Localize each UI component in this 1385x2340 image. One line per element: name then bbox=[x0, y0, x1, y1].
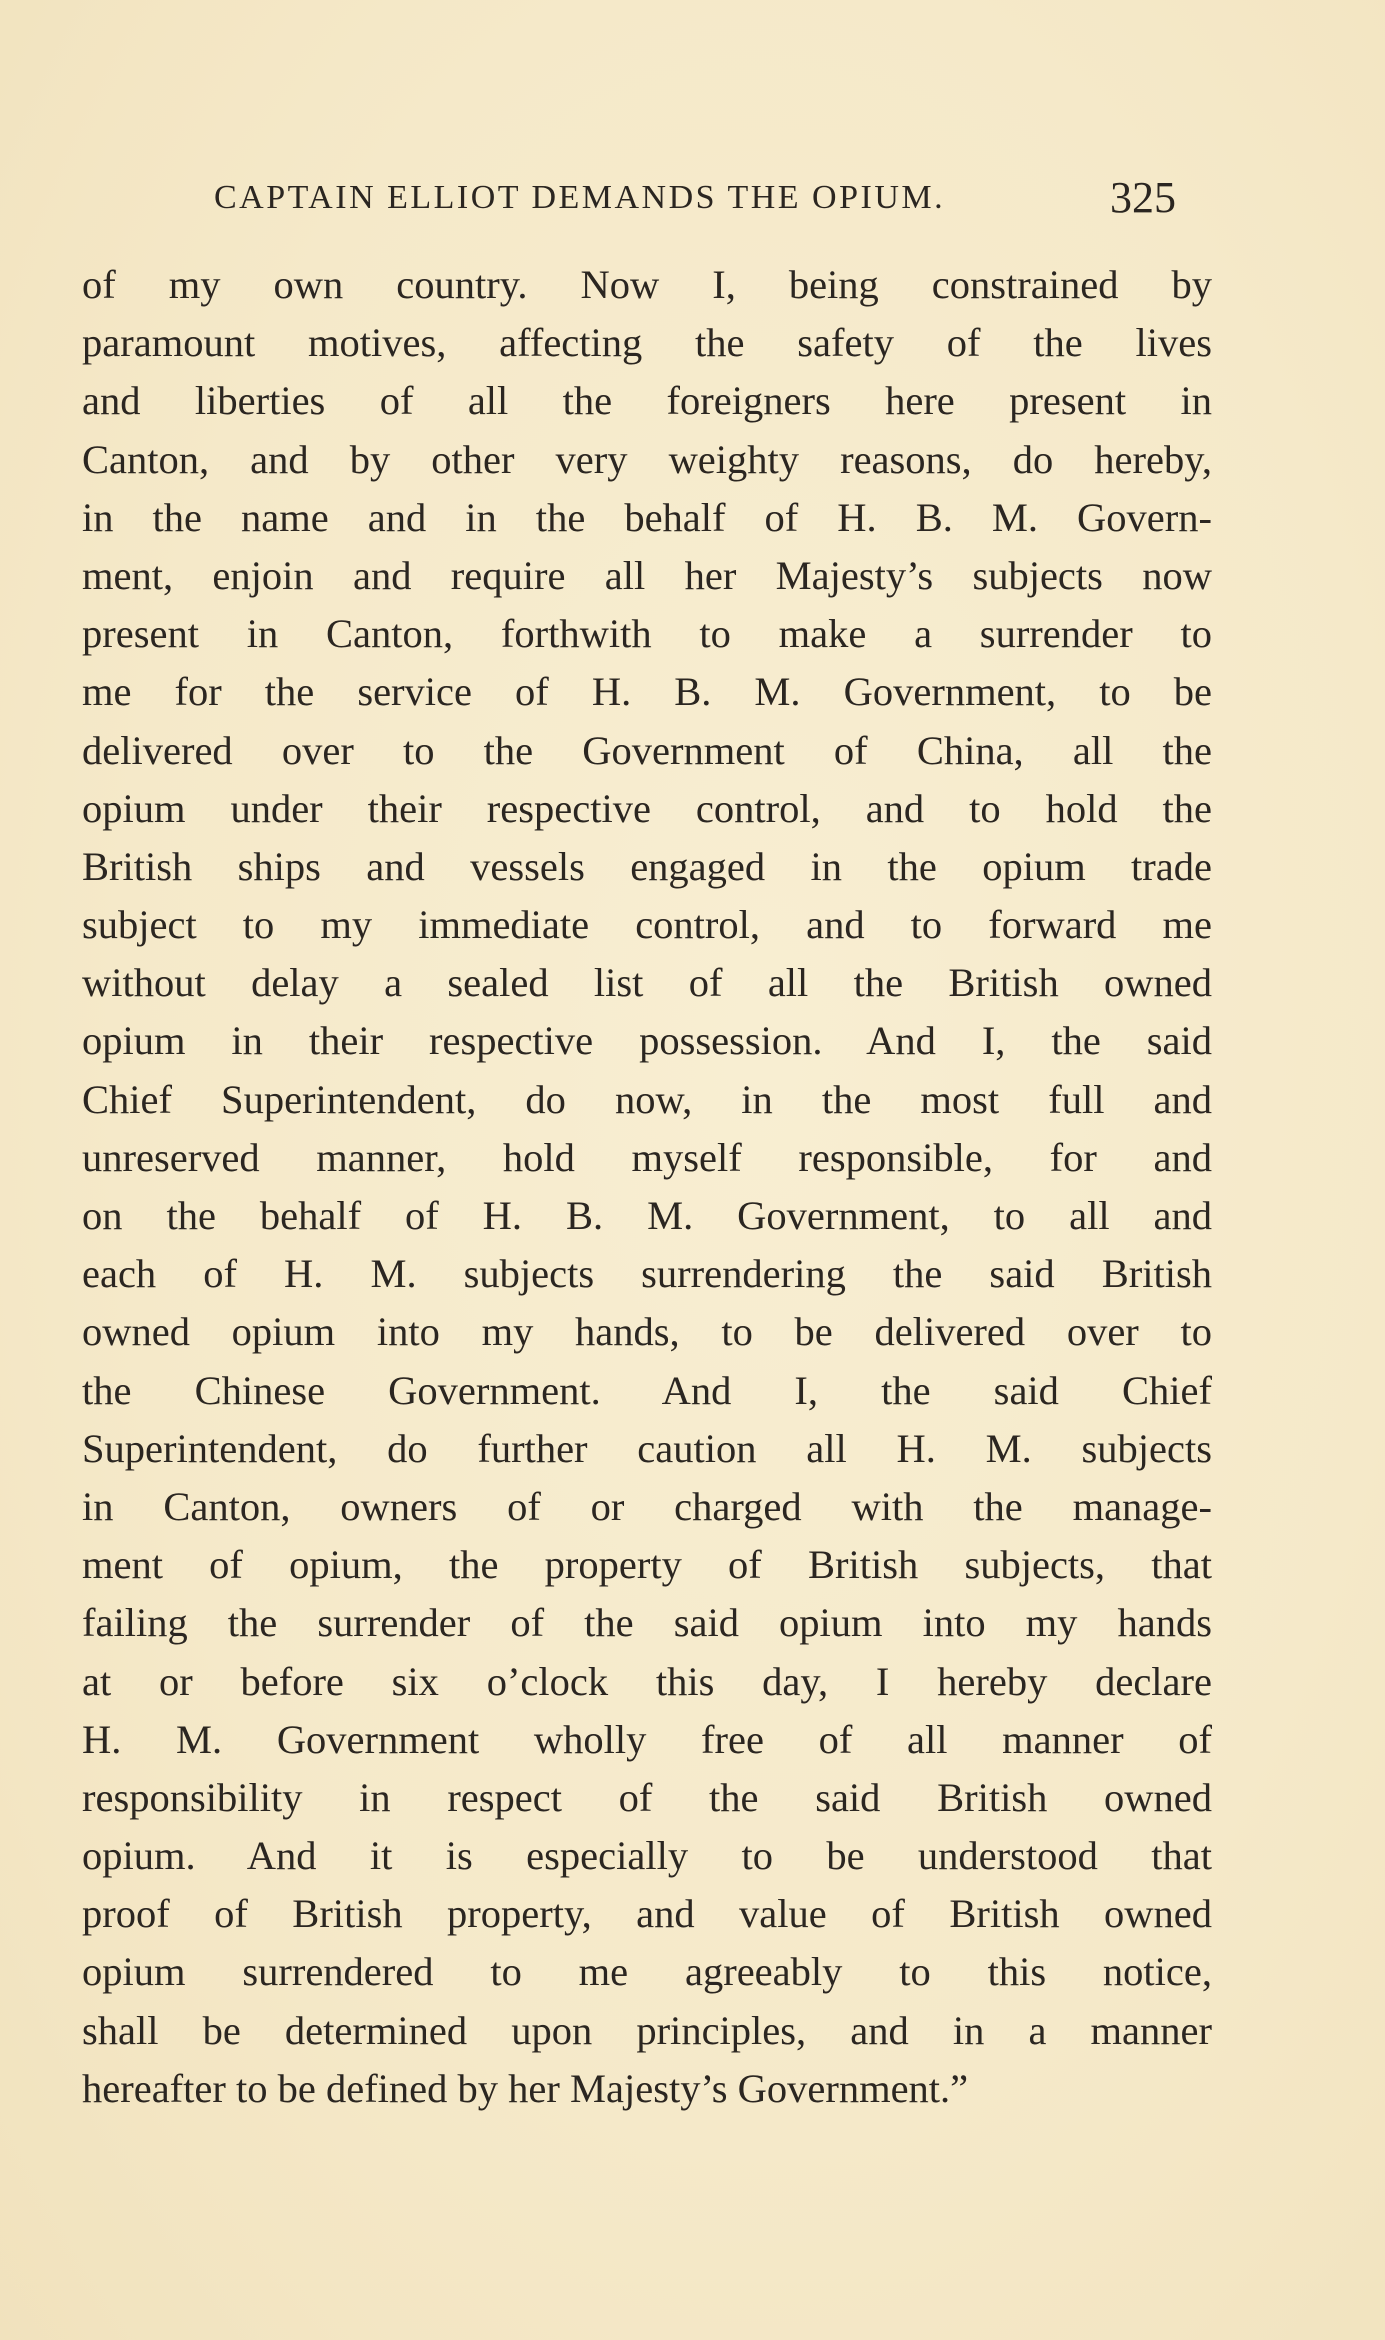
text-line: proof of British property, and value of British owned bbox=[82, 1891, 1212, 1937]
text-line: delivered over to the Government of China, all the bbox=[82, 727, 1212, 773]
text-line: paramount motives, affecting the safety of the lives bbox=[82, 320, 1212, 366]
page-number: 325 bbox=[1110, 173, 1176, 222]
text-line: H. M. Government wholly free of all manner of bbox=[82, 1716, 1212, 1762]
text-line: Superintendent, do further caution all H. M. subjects bbox=[82, 1425, 1212, 1471]
text-line: opium under their respective control, and to hold the bbox=[82, 785, 1212, 831]
text-line: in Canton, owners of or charged with the manage- bbox=[82, 1483, 1212, 1529]
text-line: opium. And it is especially to be understood that bbox=[82, 1833, 1212, 1879]
text-line: owned opium into my hands, to be delivered over to bbox=[82, 1309, 1212, 1355]
text-line: each of H. M. subjects surrendering the said British bbox=[82, 1251, 1212, 1297]
text-line: without delay a sealed list of all the British owned bbox=[82, 960, 1212, 1006]
text-line: responsibility in respect of the said British owned bbox=[82, 1774, 1212, 1820]
text-line: shall be determined upon principles, and in a manner bbox=[82, 2007, 1212, 2053]
text-line: of my own country. Now I, being constrained by bbox=[82, 262, 1212, 307]
text-line: unreserved manner, hold myself responsible, for and bbox=[82, 1134, 1212, 1180]
text-line: the Chinese Government. And I, the said Chief bbox=[82, 1367, 1212, 1413]
text-line: opium in their respective possession. And I, the said bbox=[82, 1018, 1212, 1064]
text-line-last: hereafter to be defined by her Majesty’s Government.” bbox=[82, 2065, 969, 2111]
body-text bbox=[82, 256, 1212, 2118]
running-head bbox=[214, 168, 1214, 228]
text-line: ment, enjoin and require all her Majesty’s subjects now bbox=[82, 552, 1212, 598]
text-line: subject to my immediate control, and to forward me bbox=[82, 902, 1212, 948]
text-line: and liberties of all the foreigners here present in bbox=[82, 378, 1212, 424]
text-line: opium surrendered to me agreeably to this notice, bbox=[82, 1949, 1212, 1995]
text-line: on the behalf of H. B. M. Government, to all and bbox=[82, 1193, 1212, 1238]
text-line: present in Canton, forthwith to make a surrender to bbox=[82, 611, 1212, 657]
text-line: at or before six o’clock this day, I hereby declare bbox=[82, 1658, 1212, 1704]
text-line: Canton, and by other very weighty reasons, do hereby, bbox=[82, 436, 1212, 482]
text-line: in the name and in the behalf of H. B. M. Govern- bbox=[82, 494, 1212, 540]
running-head-title: CAPTAIN ELLIOT DEMANDS THE OPIUM. bbox=[214, 179, 946, 216]
text-line: Chief Superintendent, do now, in the most full and bbox=[82, 1076, 1212, 1122]
text-line: ment of opium, the property of British subjects, that bbox=[82, 1542, 1212, 1588]
text-line: British ships and vessels engaged in the opium trade bbox=[82, 843, 1212, 889]
text-line: failing the surrender of the said opium into my hands bbox=[82, 1600, 1212, 1646]
text-line: me for the service of H. B. M. Government, to be bbox=[82, 669, 1212, 715]
